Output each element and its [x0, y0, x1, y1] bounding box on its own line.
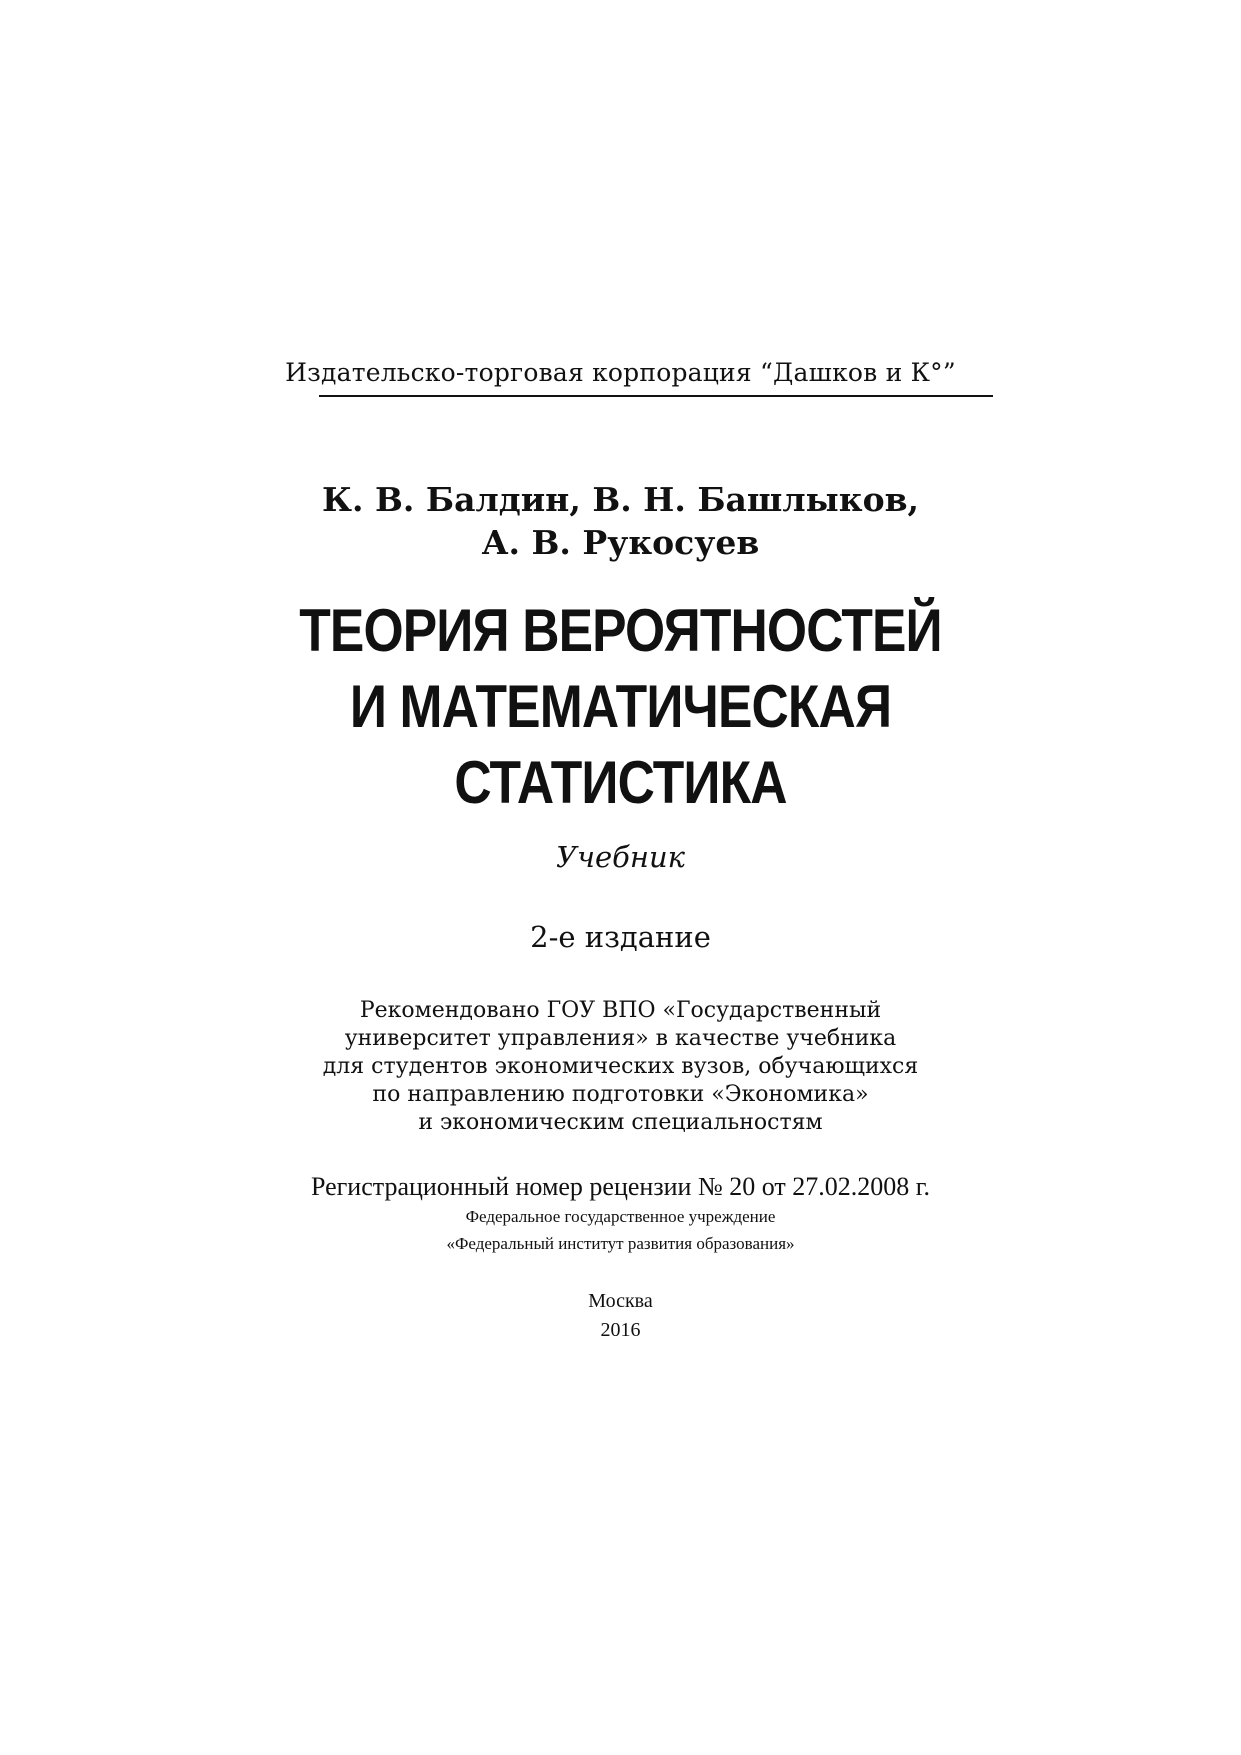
recommendation-line-4: по направлению подготовки «Экономика» [372, 1082, 869, 1107]
book-title-line-1: ТЕОРИЯ ВЕРОЯТНОСТЕЙ [299, 597, 942, 664]
book-type: Учебник [556, 840, 685, 874]
publisher-divider [319, 395, 993, 397]
institution-line-1: Федеральное государственное учреждение [465, 1207, 776, 1226]
book-title-line-3: СТАТИСТИКА [454, 749, 787, 816]
authors-line-2: А. В. Рукосуев [481, 523, 760, 562]
registration-number: Регистрационный номер рецензии № 20 от 27.02.2008 г. [310, 1172, 930, 1201]
institution-line-2: «Федеральный институт развития образования» [446, 1234, 795, 1253]
publication-year: 2016 [600, 1319, 641, 1341]
publication-city: Москва [588, 1290, 653, 1312]
edition: 2-е издание [530, 920, 711, 954]
publisher-name: Издательско-торговая корпорация “Дашков и К°” [285, 358, 956, 387]
recommendation-line-2: университет управления» в качестве учебника [344, 1026, 897, 1051]
book-title-line-2: И МАТЕМАТИЧЕСКАЯ [349, 673, 892, 740]
recommendation-line-3: для студентов экономических вузов, обучающихся [322, 1054, 919, 1079]
recommendation-line-5: и экономическим специальностям [418, 1110, 823, 1135]
authors-line-1: К. В. Балдин, В. Н. Башлыков, [322, 480, 919, 519]
recommendation-line-1: Рекомендовано ГОУ ВПО «Государственный [359, 998, 882, 1023]
